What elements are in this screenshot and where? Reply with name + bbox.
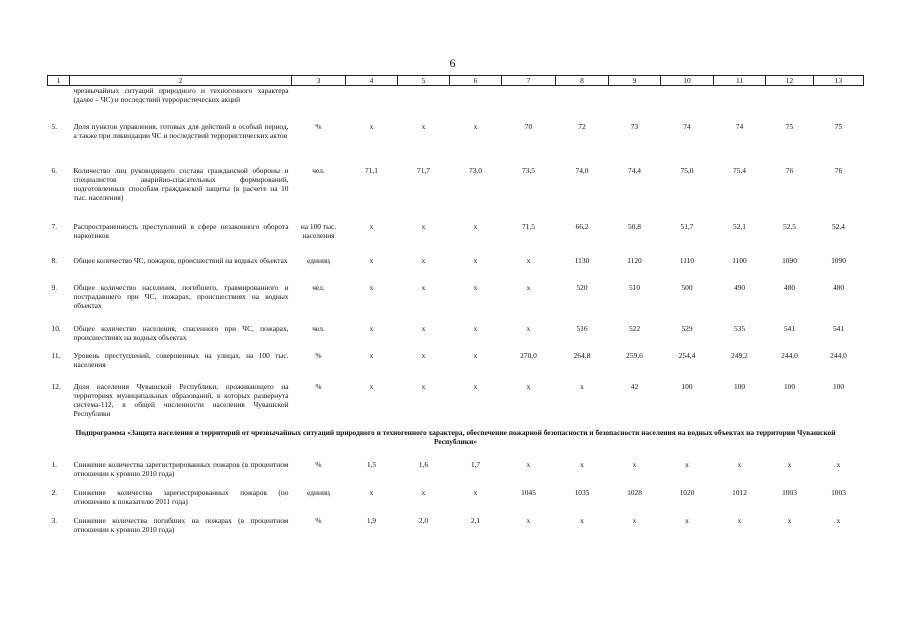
row-number: 6. bbox=[51, 165, 58, 175]
indicator-value: х bbox=[421, 121, 426, 131]
unit-of-measure: % bbox=[315, 381, 322, 391]
indicator-value: 1045 bbox=[521, 487, 536, 497]
unit-of-measure: чел. bbox=[312, 323, 325, 333]
indicator-value: 52,1 bbox=[733, 221, 746, 231]
indicator-value: х bbox=[369, 221, 374, 231]
indicator-value: 1120 bbox=[627, 255, 642, 265]
indicator-value: х bbox=[526, 255, 531, 265]
indicator-value: 100 bbox=[783, 381, 796, 391]
indicator-name: Доля пунктов управления, готовых для действий в особый период, а также при ликвидации ЧС и последствий террористических актов bbox=[73, 121, 289, 140]
indicator-value: 74 bbox=[683, 121, 691, 131]
row-number: 11. bbox=[51, 350, 61, 360]
indicator-value: 1,6 bbox=[418, 459, 429, 469]
indicator-value: 1100 bbox=[732, 255, 747, 265]
column-header: 6 bbox=[450, 76, 502, 86]
indicator-value: 1003 bbox=[831, 487, 846, 497]
row-number: 12. bbox=[51, 381, 61, 391]
indicator-value: 1090 bbox=[831, 255, 846, 265]
column-header: 12 bbox=[766, 76, 814, 86]
indicator-value: 50,8 bbox=[628, 221, 641, 231]
indicator-value: х bbox=[526, 323, 531, 333]
indicator-value: х bbox=[369, 121, 374, 131]
indicator-value: х bbox=[473, 121, 478, 131]
table-row bbox=[48, 382, 864, 428]
indicator-value: х bbox=[421, 381, 426, 391]
indicator-value: х bbox=[836, 459, 841, 469]
indicator-value: х bbox=[836, 515, 841, 525]
indicator-value: х bbox=[369, 487, 374, 497]
indicator-value: х bbox=[421, 255, 426, 265]
indicator-name: Общее количество населения, спасенного при ЧС, пожарах, происшествиях на водных объектах bbox=[73, 323, 289, 342]
indicator-value: х bbox=[787, 515, 792, 525]
indicator-value: х bbox=[787, 459, 792, 469]
column-header: 7 bbox=[502, 76, 556, 86]
page-number: 6 bbox=[449, 56, 456, 70]
row-number: 8. bbox=[51, 255, 58, 265]
column-header: 3 bbox=[292, 76, 346, 86]
indicator-value bbox=[398, 86, 450, 122]
indicator-value: х bbox=[421, 221, 426, 231]
table-row bbox=[48, 166, 864, 222]
indicator-value: х bbox=[473, 282, 478, 292]
indicator-value: 270,0 bbox=[520, 350, 537, 360]
indicator-value: х bbox=[580, 459, 584, 469]
indicator-value: х bbox=[369, 282, 374, 292]
column-header: 13 bbox=[814, 76, 864, 86]
indicator-value: 535 bbox=[733, 323, 746, 333]
row-number: 2. bbox=[51, 487, 58, 497]
indicator-value: 244,0 bbox=[830, 350, 847, 360]
row-number: 3. bbox=[51, 515, 58, 525]
indicator-name: Общее количество населения, погибшего, травмированного и пострадавшего при ЧС, пожарах, происшествиях на водных объектах bbox=[73, 282, 289, 310]
indicator-value: 66,2 bbox=[575, 221, 589, 231]
indicator-value: х bbox=[369, 381, 374, 391]
indicator-value: 1003 bbox=[782, 487, 797, 497]
indicator-value: 75,0 bbox=[680, 165, 694, 175]
indicator-value: 71,5 bbox=[522, 221, 535, 231]
indicator-name: Общее количество ЧС, пожаров, происшествий на водных объектах bbox=[73, 255, 288, 265]
indicator-value: 541 bbox=[783, 323, 796, 333]
indicator-value: х bbox=[421, 323, 426, 333]
indicator-value: 1110 bbox=[679, 255, 695, 265]
indicator-value: 2,0 bbox=[418, 515, 429, 525]
table-row bbox=[48, 460, 864, 488]
indicator-value: х bbox=[473, 323, 478, 333]
indicator-value: 100 bbox=[681, 381, 693, 391]
indicator-value: х bbox=[632, 459, 637, 469]
indicator-value: 74,0 bbox=[575, 165, 589, 175]
indicator-value: 1,5 bbox=[366, 459, 377, 469]
unit-of-measure bbox=[292, 86, 346, 122]
indicator-value: 2,1 bbox=[470, 515, 481, 525]
indicator-value: 1020 bbox=[679, 487, 695, 497]
indicator-value: 254,4 bbox=[678, 350, 696, 360]
indicator-value: 72 bbox=[578, 121, 586, 131]
unit-of-measure: % bbox=[315, 121, 322, 131]
indicator-value: 74 bbox=[735, 121, 744, 131]
indicator-value: 71,1 bbox=[365, 165, 378, 175]
indicator-value: 76 bbox=[785, 165, 794, 175]
column-header: 9 bbox=[609, 76, 661, 86]
indicator-value: 249,2 bbox=[731, 350, 748, 360]
indicator-value: 51,7 bbox=[680, 221, 694, 231]
row-number: 9. bbox=[51, 282, 58, 292]
indicator-value bbox=[502, 86, 556, 122]
row-number: 1. bbox=[51, 459, 58, 469]
indicator-value: х bbox=[526, 459, 531, 469]
indicator-value: х bbox=[685, 459, 689, 469]
indicator-rows bbox=[48, 86, 864, 544]
indicator-value: х bbox=[737, 459, 742, 469]
indicator-value: х bbox=[421, 350, 426, 360]
column-header: 1 bbox=[48, 76, 70, 86]
column-header: 4 bbox=[346, 76, 398, 86]
unit-of-measure: % bbox=[315, 350, 322, 360]
indicator-value: х bbox=[421, 282, 426, 292]
indicator-name: Снижение количества зарегистрированных пожаров (в процентном отношении к уровню 2010 года) bbox=[73, 459, 289, 478]
unit-of-measure: % bbox=[315, 459, 322, 469]
table-row bbox=[48, 283, 864, 324]
indicator-value: 480 bbox=[783, 282, 796, 292]
indicator-value bbox=[346, 86, 398, 122]
indicator-value: 100 bbox=[733, 381, 746, 391]
indicator-value: х bbox=[473, 350, 478, 360]
indicator-value: 71,7 bbox=[417, 165, 430, 175]
indicator-value: 1,7 bbox=[470, 459, 481, 469]
unit-of-measure: % bbox=[315, 515, 322, 525]
indicator-value bbox=[609, 86, 661, 122]
indicator-value: 70 bbox=[524, 121, 533, 131]
unit-of-measure: единиц bbox=[307, 255, 330, 265]
table-row bbox=[48, 351, 864, 382]
indicator-name: Снижение количества погибших на пожарах (в процентном отношении к уровню 2010 года) bbox=[73, 515, 289, 534]
indicator-value: 42 bbox=[630, 381, 639, 391]
indicator-value: 73 bbox=[630, 121, 639, 131]
indicator-value: 520 bbox=[576, 282, 588, 292]
indicator-name: Количество лиц руководящего состава гражданской обороны и специалистов аварийно-спасательных формирований, подготовленных способам гражданской защиты (в расчете на 10 тыс. населения) bbox=[73, 165, 289, 202]
indicator-value: х bbox=[473, 381, 478, 391]
indicator-value: х bbox=[580, 381, 584, 391]
indicator-value bbox=[450, 86, 502, 122]
indicator-name: Распространенность преступлений в сфере незаконного оборота наркотиков bbox=[73, 221, 289, 240]
indicator-value: 529 bbox=[681, 323, 693, 333]
column-header: 2 bbox=[70, 76, 292, 86]
indicator-value: 73,5 bbox=[522, 165, 535, 175]
indicator-value: х bbox=[473, 221, 478, 231]
indicator-value: 1090 bbox=[782, 255, 797, 265]
indicator-value: 244,0 bbox=[781, 350, 798, 360]
indicator-value: 500 bbox=[681, 282, 693, 292]
table-row bbox=[48, 516, 864, 544]
indicator-value: 1,9 bbox=[366, 515, 377, 525]
row-number: 7. bbox=[51, 221, 58, 231]
indicator-value: 74,4 bbox=[628, 165, 641, 175]
indicator-value: х bbox=[369, 350, 374, 360]
indicator-name: Доля населения Чувашской Республики, проживающего на территориях муниципальных образований, в которых развернута система-112, в общей численности населения Чувашской Республики bbox=[73, 381, 289, 418]
table-row bbox=[48, 222, 864, 256]
indicator-value: х bbox=[369, 323, 374, 333]
table-row bbox=[48, 256, 864, 283]
indicator-value: 73,0 bbox=[469, 165, 482, 175]
indicator-name: чрезвычайных ситуаций природного и техногенного характера (далее – ЧС) и последствий террористических акций bbox=[73, 86, 289, 104]
indicator-value: х bbox=[473, 255, 478, 265]
table-row bbox=[48, 86, 864, 122]
indicator-value: 1035 bbox=[574, 487, 590, 497]
unit-of-measure: чел. bbox=[312, 165, 325, 175]
column-header: 5 bbox=[398, 76, 450, 86]
indicator-value: 264,8 bbox=[573, 350, 591, 360]
indicator-value: х bbox=[473, 487, 478, 497]
indicator-value bbox=[556, 86, 609, 122]
indicator-value: 510 bbox=[628, 282, 641, 292]
indicator-value bbox=[814, 86, 864, 122]
indicator-value: 75,4 bbox=[733, 165, 746, 175]
unit-of-measure: чел. bbox=[312, 282, 325, 292]
unit-of-measure: на 100 тыс. населения bbox=[300, 221, 337, 240]
subprogram-title: Подпрограмма «Защита населения и территорий от чрезвычайных ситуаций природного и техногенного характера, обеспечение пожарной безопасности и безопасности населения на водных объектах на территории Чувашской Республики» bbox=[75, 427, 836, 446]
row-number: 5. bbox=[51, 121, 58, 131]
column-header: 8 bbox=[556, 76, 609, 86]
indicator-value: х bbox=[632, 515, 637, 525]
row-number bbox=[48, 86, 70, 122]
indicator-value: х bbox=[421, 487, 426, 497]
indicator-value: 490 bbox=[733, 282, 746, 292]
unit-of-measure: единиц bbox=[307, 487, 330, 497]
indicator-value: 52,5 bbox=[783, 221, 796, 231]
indicator-value: 52,4 bbox=[832, 221, 845, 231]
indicator-value bbox=[661, 86, 714, 122]
indicator-value: 1012 bbox=[732, 487, 747, 497]
indicator-value: х bbox=[369, 255, 374, 265]
indicator-name: Уровень преступлений, совершенных на улицах, на 100 тыс. населения bbox=[73, 350, 289, 369]
column-number-header bbox=[48, 76, 864, 86]
indicator-name: Снижение количества зарегистрированных пожаров (по отношению к показателю 2011 года) bbox=[73, 487, 289, 506]
indicator-value: х bbox=[685, 515, 689, 525]
indicator-value: 259,6 bbox=[626, 350, 643, 360]
column-header: 11 bbox=[714, 76, 766, 86]
indicator-value bbox=[714, 86, 766, 122]
row-number: 10. bbox=[51, 323, 61, 333]
indicator-value: 522 bbox=[628, 323, 641, 333]
indicator-value: 75 bbox=[834, 121, 843, 131]
indicator-value: х bbox=[526, 515, 531, 525]
indicator-value: 75 bbox=[785, 121, 794, 131]
subprogram-heading-row bbox=[48, 428, 864, 460]
indicator-value: х bbox=[526, 381, 531, 391]
indicator-value: 480 bbox=[832, 282, 845, 292]
column-header: 10 bbox=[661, 76, 714, 86]
indicator-value: х bbox=[737, 515, 742, 525]
indicator-value: х bbox=[526, 282, 531, 292]
indicator-value: 516 bbox=[576, 323, 588, 333]
table-row bbox=[48, 324, 864, 351]
indicator-value bbox=[766, 86, 814, 122]
indicator-value: 76 bbox=[834, 165, 843, 175]
table-row bbox=[48, 488, 864, 516]
indicator-value: 1130 bbox=[574, 255, 590, 265]
indicator-value: х bbox=[580, 515, 584, 525]
indicator-value: 541 bbox=[832, 323, 845, 333]
indicators-table bbox=[47, 75, 864, 544]
indicator-value: 1028 bbox=[627, 487, 642, 497]
indicator-value: 100 bbox=[832, 381, 845, 391]
table-row bbox=[48, 122, 864, 166]
